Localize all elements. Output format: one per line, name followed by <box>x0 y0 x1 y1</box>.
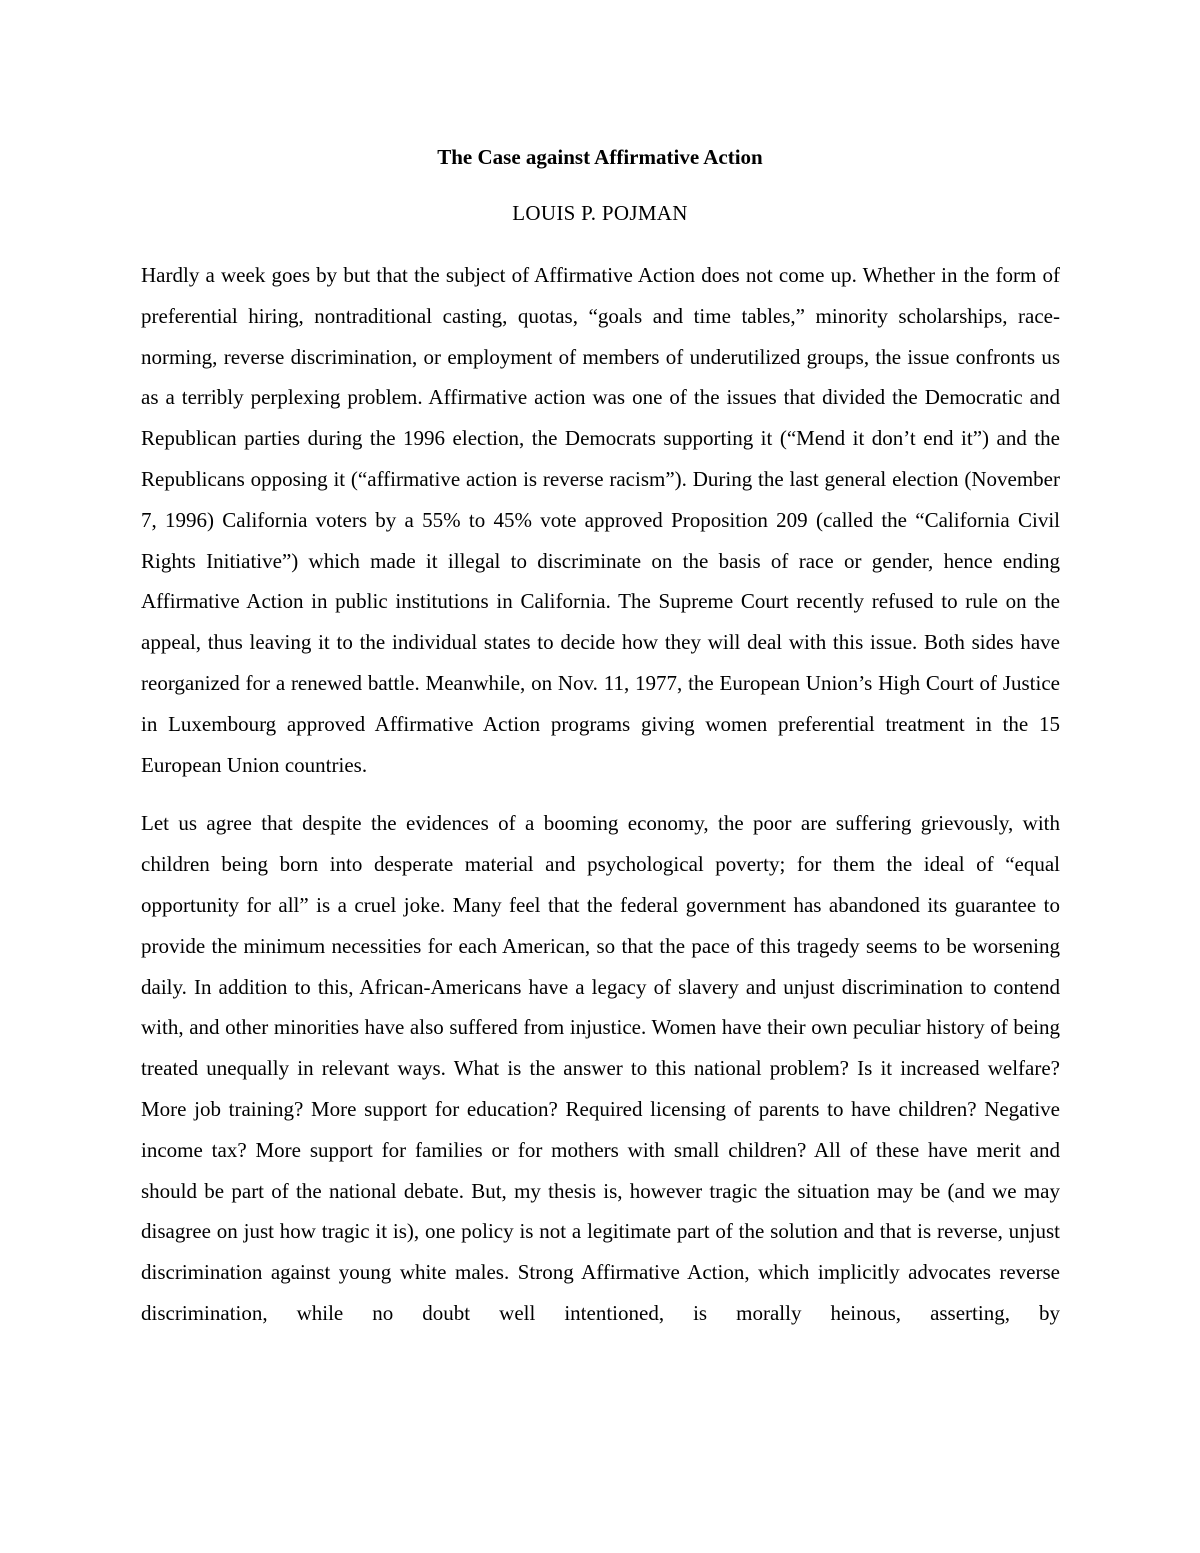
paragraph-2: Let us agree that despite the evidences of a booming economy, the poor are suffering grievously, with children being born into desperate material and psychological poverty; for them the ideal of “equal opportunity for all” is a cruel joke. Many feel that the federal government has abandoned its guarantee to provide the minimum necessities for each American, so that the pace of this tragedy seems to be worsening daily. In addition to this, African-Americans have a legacy of slavery and unjust discrimination to contend with, and other minorities have also suffered from injustice. Women have their own peculiar history of being treated unequally in relevant ways. What is the answer to this national problem? Is it increased welfare? More job training? More support for education? Required licensing of parents to have children? Negative income tax? More support for families or for mothers with small children? All of these have merit and should be part of the national debate. But, my thesis is, however tragic the situation may be (and we may disagree on just how tragic it is), one policy is not a legitimate part of the solution and that is reverse, unjust discrimination against young white males. Strong Affirmative Action, which implicitly advocates reverse discrimination, while no doubt well intentioned, is morally heinous, asserting, by <box>141 811 1060 1325</box>
paragraph-1: Hardly a week goes by but that the subject of Affirmative Action does not come up. Whether in the form of preferential hiring, nontraditional casting, quotas, “goals and time tables,” minority scholarships, race-norming, reverse discrimination, or employment of members of underutilized groups, the issue confronts us as a terribly perplexing problem. Affirmative action was one of the issues that divided the Democratic and Republican parties during the 1996 election, the Democrats supporting it (“Mend it don’t end it”) and the Republicans opposing it (“affirmative action is reverse racism”). During the last general election (November 7, 1996) California voters by a 55% to 45% vote approved Proposition 209 (called the “California Civil Rights Initiative”) which made it illegal to discriminate on the basis of race or gender, hence ending Affirmative Action in public institutions in California. The Supreme Court recently refused to rule on the appeal, thus leaving it to the individual states to decide how they will deal with this issue. Both sides have reorganized for a renewed battle. Meanwhile, on Nov. 11, 1977, the European Union’s High Court of Justice in Luxembourg approved Affirmative Action programs giving women preferential treatment in the 15 European Union countries. <box>141 263 1060 777</box>
document-body <box>141 255 1060 1352</box>
document-title: The Case against Affirmative Action <box>437 145 763 169</box>
document-author: LOUIS P. POJMAN <box>512 201 688 225</box>
